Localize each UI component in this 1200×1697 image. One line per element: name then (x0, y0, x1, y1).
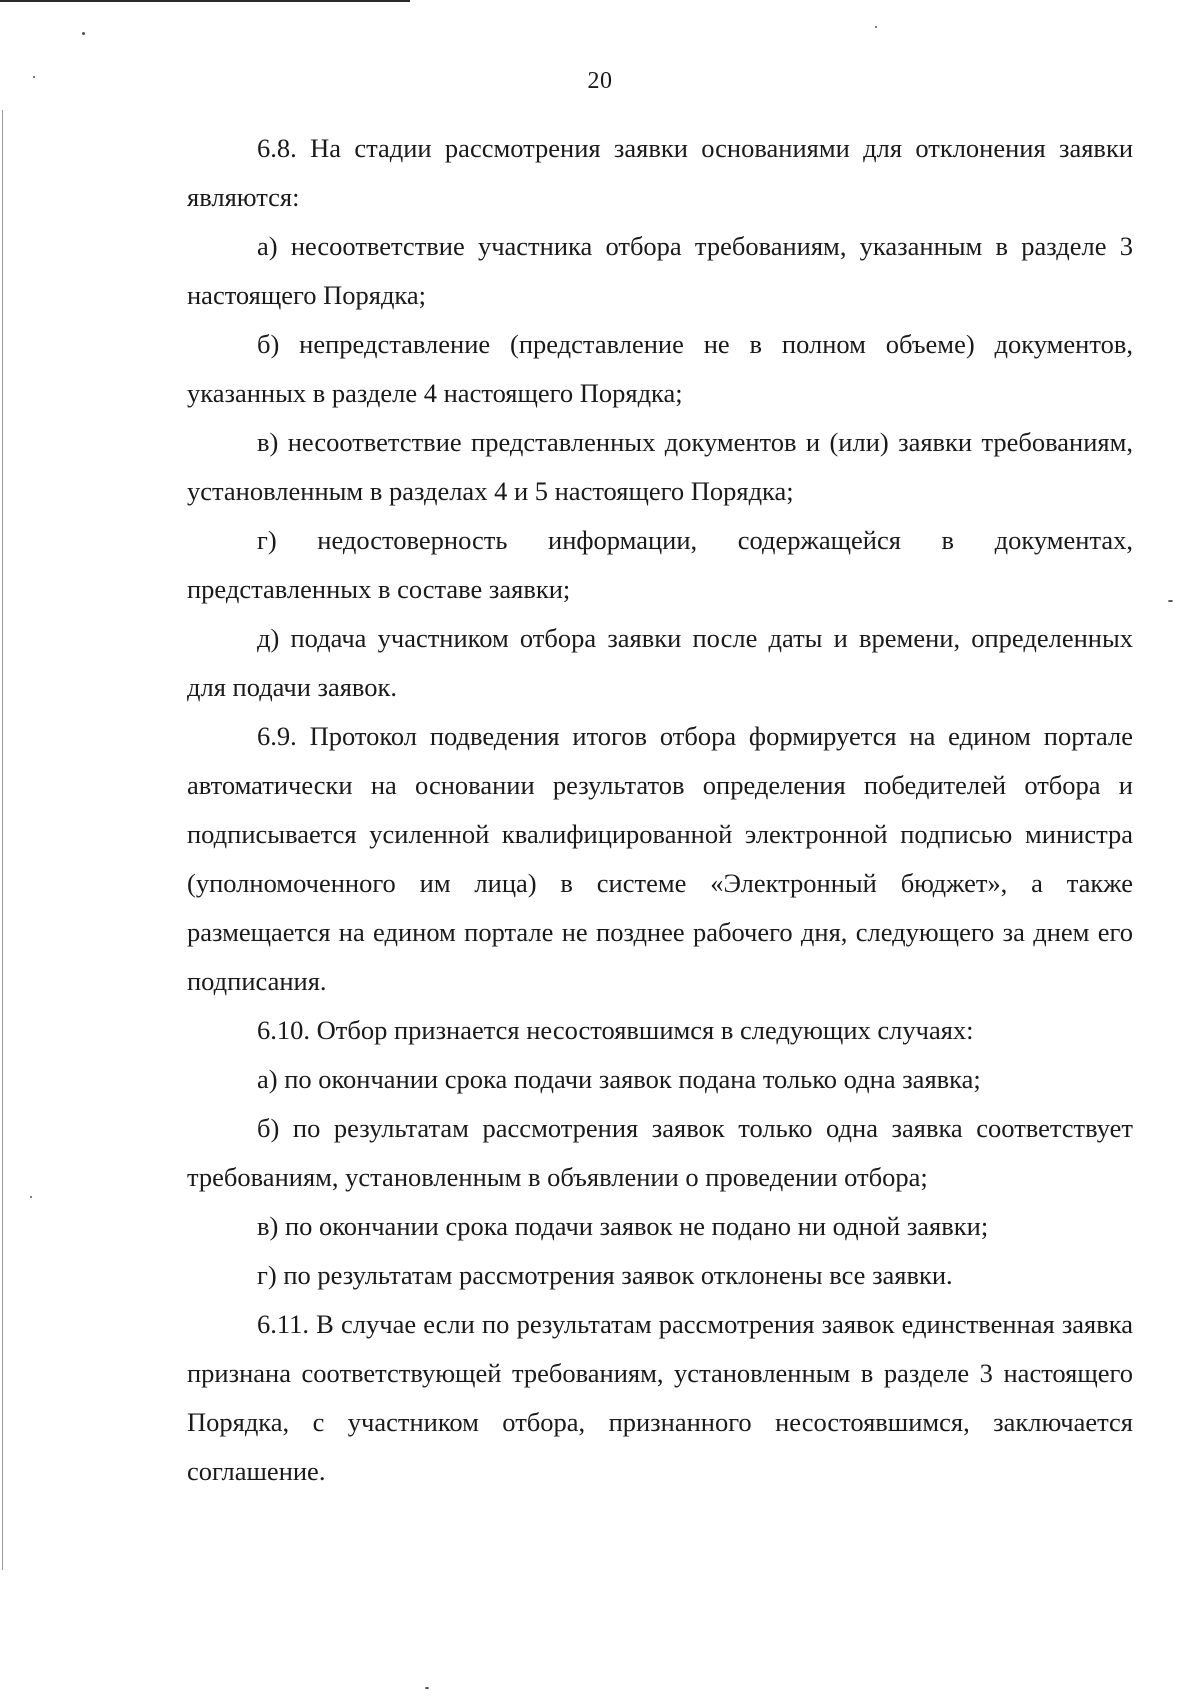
list-item-6-10-v: в) по окончании срока подачи заявок не подано ни одной заявки; (257, 1211, 989, 1241)
scan-edge-line (0, 0, 410, 2)
list-item-6-8-g: г) недостоверность информации, содержащейся в документах, представленных в составе заявки; (187, 525, 1133, 604)
list-item-6-10-a: а) по окончании срока подачи заявок подана только одна заявка; (257, 1064, 981, 1094)
paragraph-6-11: 6.11. В случае если по результатам рассмотрения заявок единственная заявка признана соответствующей требованиям, установленным в разделе 3 настоящего Порядка, с участником отбора, признанного несостоявшимся, заключается соглашение. (187, 1309, 1133, 1486)
scan-margin-line (2, 110, 3, 1570)
scan-speck (30, 1196, 32, 1198)
page-number: 20 (587, 68, 613, 94)
document-body (187, 124, 1133, 1496)
scan-speck (82, 32, 85, 35)
paragraph-6-9: 6.9. Протокол подведения итогов отбора формируется на едином портале автоматически на основании результатов определения победителей отбора и подписывается усиленной квалифицированной электронной подписью министра (уполномоченного им лица) в системе «Электронный бюджет», а также размещается на едином портале не позднее рабочего дня, следующего за днем его подписания. (187, 721, 1133, 996)
scan-speck (875, 26, 877, 28)
paragraph-6-8: 6.8. На стадии рассмотрения заявки основаниями для отклонения заявки являются: (187, 133, 1133, 212)
list-item-6-8-v: в) несоответствие представленных документов и (или) заявки требованиям, установленным в разделах 4 и 5 настоящего Порядка; (187, 427, 1133, 506)
list-item-6-8-d: д) подача участником отбора заявки после даты и времени, определенных для подачи заявок. (187, 623, 1133, 702)
scan-speck (1168, 600, 1173, 602)
scan-speck (425, 1687, 429, 1689)
paragraph-6-10: 6.10. Отбор признается несостоявшимся в следующих случаях: (257, 1015, 974, 1045)
list-item-6-10-b: б) по результатам рассмотрения заявок только одна заявка соответствует требованиям, установленным в объявлении о проведении отбора; (187, 1113, 1133, 1192)
list-item-6-8-b: б) непредставление (представление не в полном объеме) документов, указанных в разделе 4 настоящего Порядка; (187, 329, 1133, 408)
list-item-6-10-g: г) по результатам рассмотрения заявок отклонены все заявки. (257, 1260, 953, 1290)
list-item-6-8-a: а) несоответствие участника отбора требованиям, указанным в разделе 3 настоящего Порядка; (187, 231, 1133, 310)
